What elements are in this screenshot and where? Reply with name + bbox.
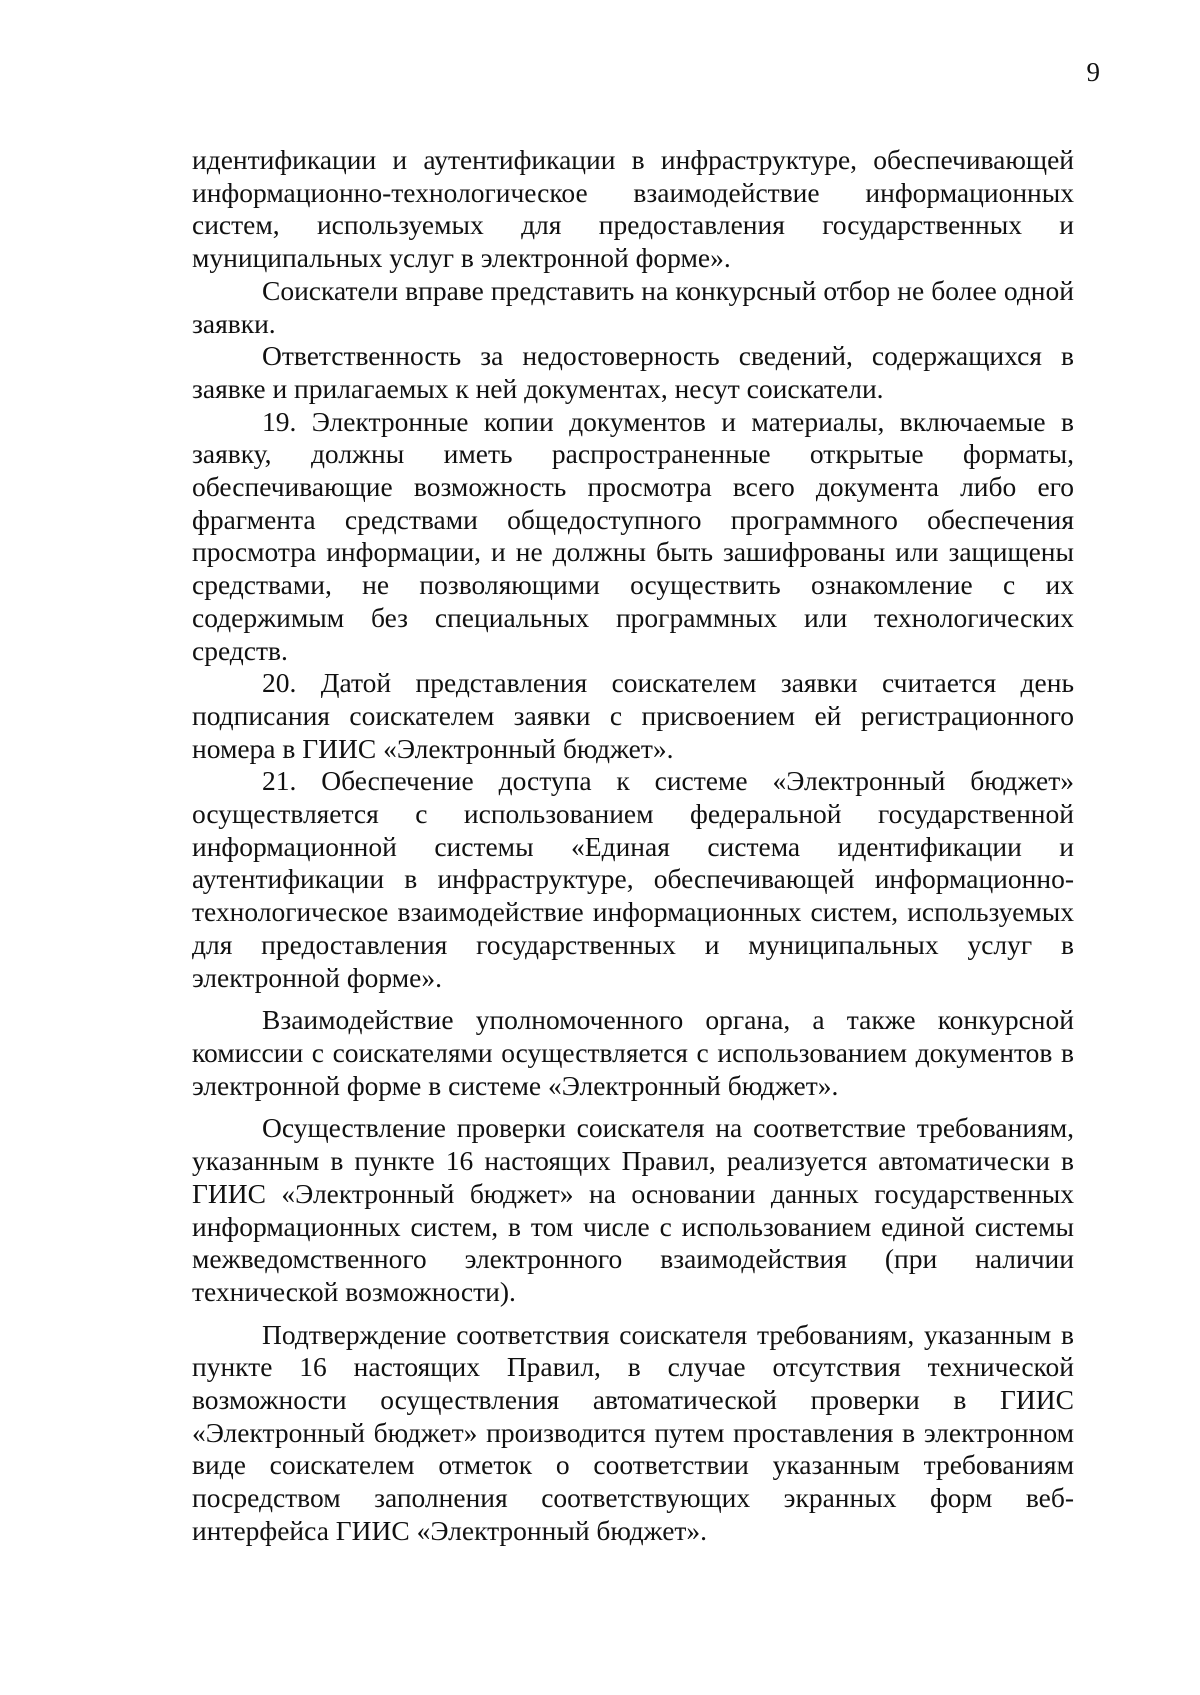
- paragraph: идентификации и аутентификации в инфраструктуре, обеспечивающей информационно-технологическое взаимодействие информационных систем, используемых для предоставления государственных и муниципальных услуг в электронной форме».: [192, 144, 1074, 274]
- paragraph-item-21: 21. Обеспечение доступа к системе «Электронный бюджет» осуществляется с использованием федеральной государственной информационной системы «Единая система идентификации и аутентификации в инфраструктуре, обеспечивающей информационно-технологическое взаимодействие информационных систем, используемых для предоставления государственных и муниципальных услуг в электронной форме».: [192, 765, 1074, 993]
- document-body: [192, 144, 1074, 1548]
- page-number: 9: [1086, 57, 1100, 87]
- paragraph: Ответственность за недостоверность сведений, содержащихся в заявке и прилагаемых к ней документах, несут соискатели.: [192, 340, 1074, 404]
- paragraph-item-19: 19. Электронные копии документов и материалы, включаемые в заявку, должны иметь распространенные открытые форматы, обеспечивающие возможность просмотра всего документа либо его фрагмента средствами общедоступного программного обеспечения просмотра информации, и не должны быть зашифрованы или защищены средствами, не позволяющими осуществить ознакомление с их содержимым без специальных программных или технологических средств.: [192, 405, 1074, 666]
- paragraph: Осуществление проверки соискателя на соответствие требованиям, указанным в пункте 16 настоящих Правил, реализуется автоматически в ГИИС «Электронный бюджет» на основании данных государственных информационных систем, в том числе с использованием единой системы межведомственного электронного взаимодействия (при наличии технической возможности).: [192, 1112, 1074, 1307]
- paragraph: Подтверждение соответствия соискателя требованиям, указанным в пункте 16 настоящих Правил, в случае отсутствия технической возможности осуществления автоматической проверки в ГИИС «Электронный бюджет» производится путем проставления в электронном виде соискателем отметок о соответствии указанным требованиям посредством заполнения соответствующих экранных форм веб-интерфейса ГИИС «Электронный бюджет».: [192, 1318, 1074, 1546]
- paragraph: Соискатели вправе представить на конкурсный отбор не более одной заявки.: [192, 274, 1074, 339]
- paragraph-item-20: 20. Датой представления соискателем заявки считается день подписания соискателем заявки с присвоением ей регистрационного номера в ГИИС «Электронный бюджет».: [192, 667, 1074, 764]
- paragraph: Взаимодействие уполномоченного органа, а также конкурсной комиссии с соискателями осуществляется с использованием документов в электронной форме в системе «Электронный бюджет».: [192, 1004, 1074, 1101]
